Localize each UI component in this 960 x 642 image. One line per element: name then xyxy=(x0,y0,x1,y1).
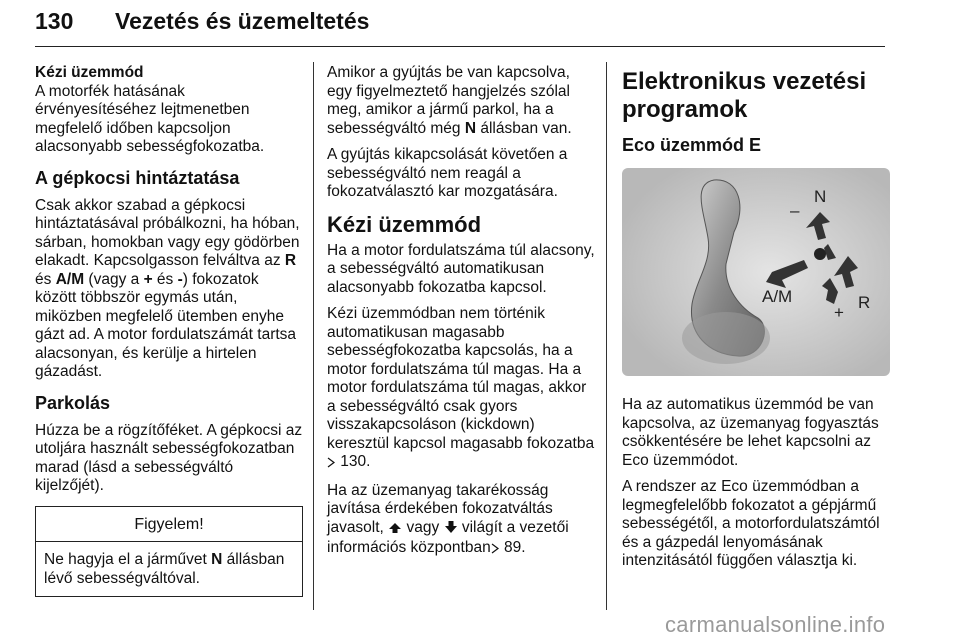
heading-manual-mode: Kézi üzemmód xyxy=(35,64,144,81)
heading-manual-mode-2: Kézi üzemmód xyxy=(327,211,482,237)
eco-description-paragraph: A rendszer az Eco üzemmódban a legmegfelelőbb fokozatot a gépjármű sebességétől, a motorfordulatszámtól és a gázpedál lenyomásának intenzitásától függően választja ki. xyxy=(622,478,880,569)
kickdown-paragraph: Kézi üzemmódban nem történik automatikusan magasabb sebességfokozatba kapcsolás, ha a motor fordulatszáma túl magas. Ha a motor fordulatszáma túl magas, akkor a sebességváltó csak gyors visszakapcsoláson (kickdown) keresztül kapcsol magasabb fokozatba 130. xyxy=(327,305,595,474)
neutral-warning-paragraph: Amikor a gyújtás be van kapcsolva, egy figyelmeztető hangjelzés szólal meg, amikor a jármű parkol, ha a sebességváltó még N állásban van. xyxy=(327,64,572,137)
shift-up-indicator-icon xyxy=(388,521,402,540)
column-divider-1 xyxy=(313,62,314,610)
column-divider-2 xyxy=(606,62,607,610)
heading-electronic-programs: Elektronikus vezetési programok xyxy=(622,68,867,123)
downshift-paragraph: Ha a motor fordulatszáma túl alacsony, a sebességváltó automatikusan alacsonyabb fokozatba kapcsol. xyxy=(327,241,595,296)
chapter-title: Vezetés és üzemeltetés xyxy=(115,8,370,34)
figure-label-plus: + xyxy=(834,303,844,322)
column-1 xyxy=(35,64,303,597)
eco-activation-paragraph: Ha az automatikus üzemmód be van kapcsolva, az üzemanyag fogyasztás csökkentésére be lehet kapcsolni az Eco üzemmódot. xyxy=(622,396,879,469)
warning-text: Ne hagyja el a járművet N állásban lévő sebességváltóval. xyxy=(44,551,285,587)
header-rule xyxy=(35,46,885,47)
rocking-paragraph: Csak akkor szabad a gépkocsi hintáztatásával próbálkozni, ha hóban, sárban, homokban vagy egy gödörben elakadt. Kapcsolgasson felváltva az R és A/M (vagy a + és -) fokozatok között többször egymás után, miközben megfelelő ütemben enyhe gázt ad. A motor fordulatszámát tartsa alacsonyan, és kerülje a hirtelen gázadást. xyxy=(35,196,300,380)
shift-down-indicator-icon xyxy=(444,520,458,540)
ignition-off-paragraph: A gyújtás kikapcsolását követően a sebességváltó nem reagál a fokozatválasztó kar mozgatására. xyxy=(327,146,568,200)
gear-selector-illustration xyxy=(622,168,890,376)
warning-title: Figyelem! xyxy=(36,507,302,543)
heading-eco-mode: Eco üzemmód E xyxy=(622,135,762,155)
page-reference-arrow-icon xyxy=(327,455,336,474)
page-reference-arrow-icon xyxy=(491,541,500,560)
column-3 xyxy=(622,64,890,579)
fuel-economy-paragraph: Ha az üzemanyag takarékosság javítása érdekében fokozatváltás javasolt, vagy világít a vezetői információs központban 89. xyxy=(327,482,595,560)
heading-parking: Parkolás xyxy=(35,392,111,413)
warning-box xyxy=(35,506,303,598)
page-number: 130 xyxy=(35,8,74,34)
figure-label-r: R xyxy=(858,293,871,312)
figure-label-minus: – xyxy=(790,201,800,220)
heading-rocking: A gépkocsi hintáztatása xyxy=(35,167,240,188)
parking-paragraph: Húzza be a rögzítőféket. A gépkocsi az utoljára használt sebességfokozatban marad (lásd a sebességváltó kijelzőjét). xyxy=(35,421,303,494)
figure-label-am: A/M xyxy=(762,287,793,306)
column-2 xyxy=(327,64,595,568)
engine-brake-paragraph: A motorfék hatásának érvényesítéséhez lejtmenetben megfelelő időben kapcsoljon alacsonyabb sebességfokozatba. xyxy=(35,82,265,155)
figure-label-n: N xyxy=(814,187,827,206)
footer-watermark[interactable]: carmanualsonline.info xyxy=(665,612,886,637)
page-header xyxy=(35,8,885,42)
